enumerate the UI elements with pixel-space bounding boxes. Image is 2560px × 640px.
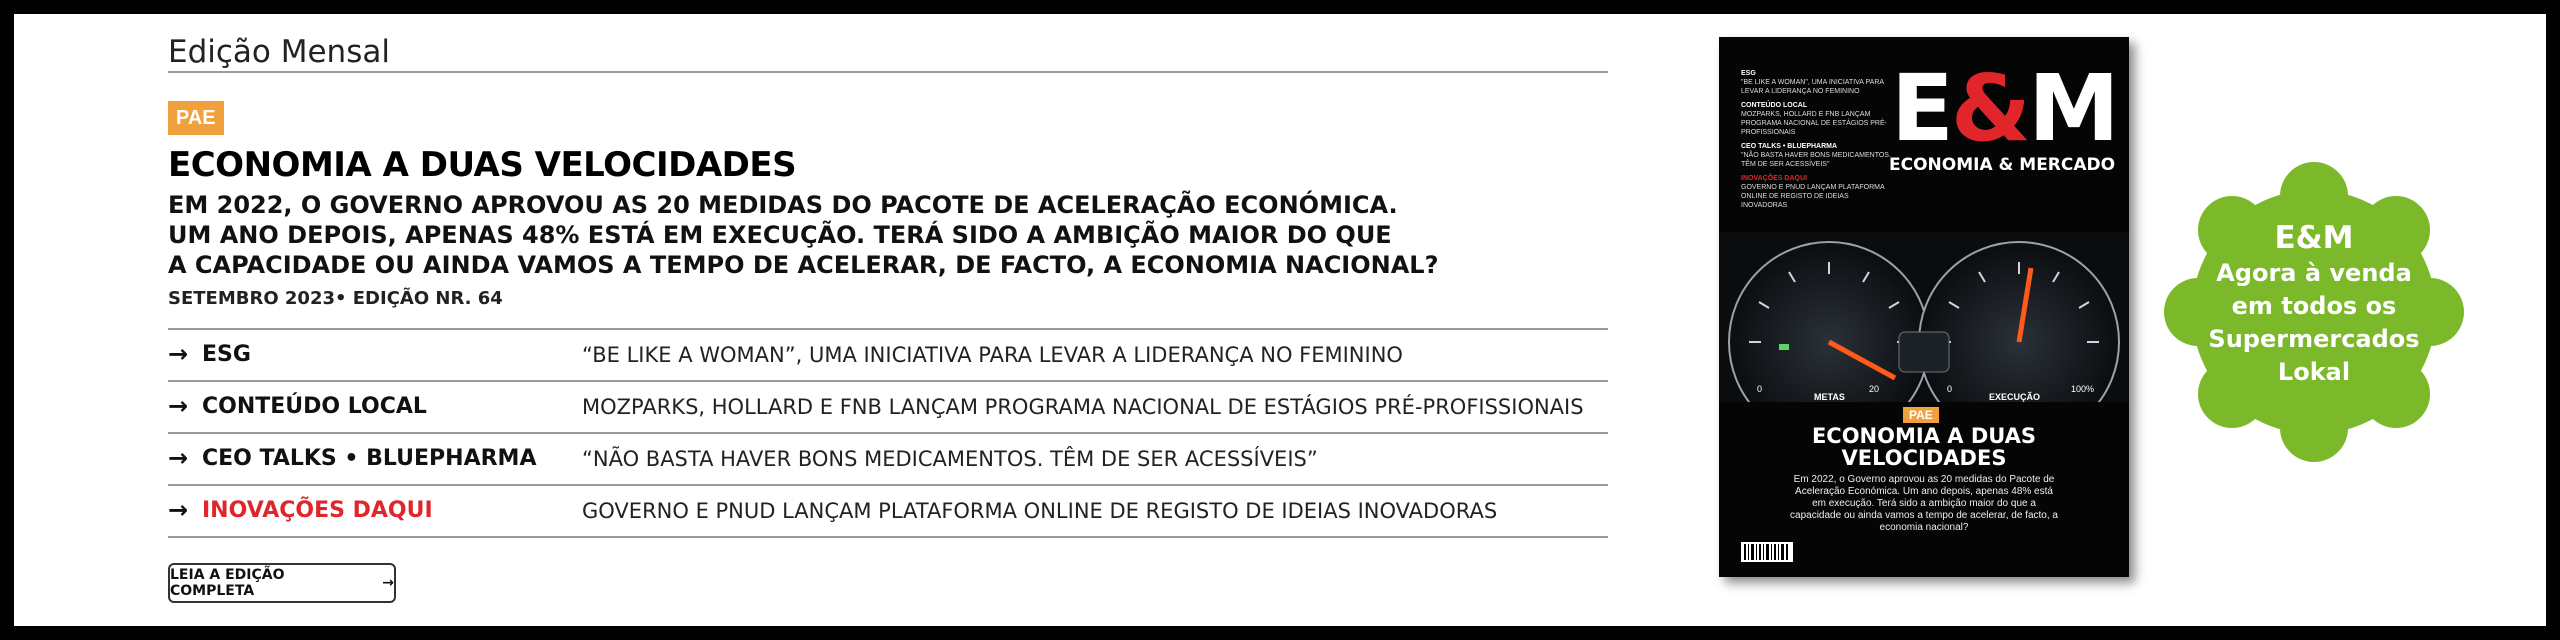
list-item-description: “BE LIKE A WOMAN”, UMA INICIATIVA PARA LEVAR A LIDERANÇA NO FEMININO (582, 343, 1403, 367)
list-item-category: INOVAÇÕES DAQUI (202, 498, 433, 523)
list-item-description: MOZPARKS, HOLLARD E FNB LANÇAM PROGRAMA NACIONAL DE ESTÁGIOS PRÉ-PROFISSIONAIS (582, 395, 1584, 419)
list-item[interactable] (168, 380, 1608, 432)
list-item-category: CONTEÚDO LOCAL (202, 394, 427, 419)
svg-text:0: 0 (1947, 384, 1953, 394)
svg-text:0: 0 (1757, 384, 1763, 394)
banner (14, 14, 2546, 626)
arrow-right-icon: → (168, 444, 189, 472)
cover-toc-text: "NÃO BASTA HAVER BONS MEDICAMENTOS. TÊM DE SER ACESSÍVEIS" (1741, 152, 1891, 168)
cover-toc-title: INOVAÇÕES DAQUI (1741, 175, 1807, 182)
cover-toc-text: GOVERNO E PNUD LANÇAM PLATAFORMA ONLINE DE REGISTO DE IDEIAS INOVADORAS (1741, 184, 1885, 209)
category-tag: PAE (168, 101, 224, 135)
svg-text:METAS: METAS (1814, 392, 1845, 402)
cover-contents (1741, 69, 1891, 210)
barcode-icon (1741, 542, 1793, 562)
issue-date: SETEMBRO 2023• EDIÇÃO NR. 64 (168, 288, 503, 309)
promo-badge-text (2164, 219, 2464, 389)
arrow-right-icon: → (168, 496, 189, 524)
svg-text:20: 20 (1869, 384, 1880, 394)
badge-title: E&M (2274, 220, 2354, 256)
em-logo: E&M (1891, 55, 2117, 162)
arrow-right-icon: → (168, 392, 189, 420)
cover-toc-text: MOZPARKS, HOLLARD E FNB LANÇAM PROGRAMA NACIONAL DE ESTÁGIOS PRÉ-PROFISSIONAIS (1741, 111, 1887, 136)
badge-line: Supermercados (2208, 325, 2420, 353)
speedometer-illustration (1719, 232, 2129, 402)
subtitle (168, 190, 1468, 280)
badge-line: em todos os (2231, 292, 2397, 320)
cover-toc-title: CONTEÚDO LOCAL (1741, 102, 1808, 109)
list-item-category: ESG (202, 342, 251, 367)
read-full-edition-button[interactable] (168, 563, 396, 603)
cover-title: ECONOMIA A DUAS VELOCIDADES (1811, 424, 2037, 470)
badge-line: Agora à venda (2216, 259, 2412, 287)
cover-tag: PAE (1903, 407, 1939, 423)
subtitle-line: UM ANO DEPOIS, APENAS 48% ESTÁ EM EXECUÇÃO. TERÁ SIDO A AMBIÇÃO MAIOR DO QUE (168, 221, 1392, 249)
list-item[interactable] (168, 484, 1608, 538)
contents-list (168, 328, 1608, 538)
arrow-right-icon: → (168, 340, 189, 368)
list-item[interactable] (168, 328, 1608, 380)
cover-toc-title: CEO TALKS • BLUEPHARMA (1741, 143, 1838, 150)
headline: ECONOMIA A DUAS VELOCIDADES (168, 145, 797, 185)
magazine-cover[interactable] (1719, 37, 2129, 577)
list-item-description: GOVERNO E PNUD LANÇAM PLATAFORMA ONLINE DE REGISTO DE IDEIAS INOVADORAS (582, 499, 1498, 523)
list-item-category: CEO TALKS • BLUEPHARMA (202, 446, 537, 471)
cover-toc-text: "BE LIKE A WOMAN", UMA INICIATIVA PARA LEVAR A LIDERANÇA NO FEMININO (1741, 79, 1884, 95)
svg-text:EXECUÇÃO: EXECUÇÃO (1989, 392, 2041, 402)
list-item[interactable] (168, 432, 1608, 484)
arrow-right-icon: → (382, 575, 394, 591)
badge-line: Lokal (2277, 358, 2351, 386)
edition-label: Edição Mensal (168, 34, 390, 70)
cover-body: Em 2022, o Governo aprovou as 20 medidas do Pacote de Aceleração Económica. Um ano depois, apenas 48% está em execução. Terá sido a ambição maior do que a capacidade ou ainda vamos a tempo de acelerar, de facto, a economia nacional? (1790, 474, 2058, 533)
cover-toc-title: ESG (1741, 70, 1756, 77)
svg-text:100%: 100% (2071, 384, 2095, 394)
subtitle-line: EM 2022, O GOVERNO APROVOU AS 20 MEDIDAS DO PACOTE DE ACELERAÇÃO ECONÓMICA. (168, 191, 1398, 219)
divider (168, 71, 1608, 73)
read-full-edition-label: LEIA A EDIÇÃO COMPLETA (170, 567, 285, 599)
subtitle-line: A CAPACIDADE OU AINDA VAMOS A TEMPO DE ACELERAR, DE FACTO, A ECONOMIA NACIONAL? (168, 251, 1439, 279)
logo-subtitle: ECONOMIA & MERCADO (1889, 155, 2116, 175)
list-item-description: “NÃO BASTA HAVER BONS MEDICAMENTOS. TÊM DE SER ACESSÍVEIS” (582, 447, 1318, 471)
